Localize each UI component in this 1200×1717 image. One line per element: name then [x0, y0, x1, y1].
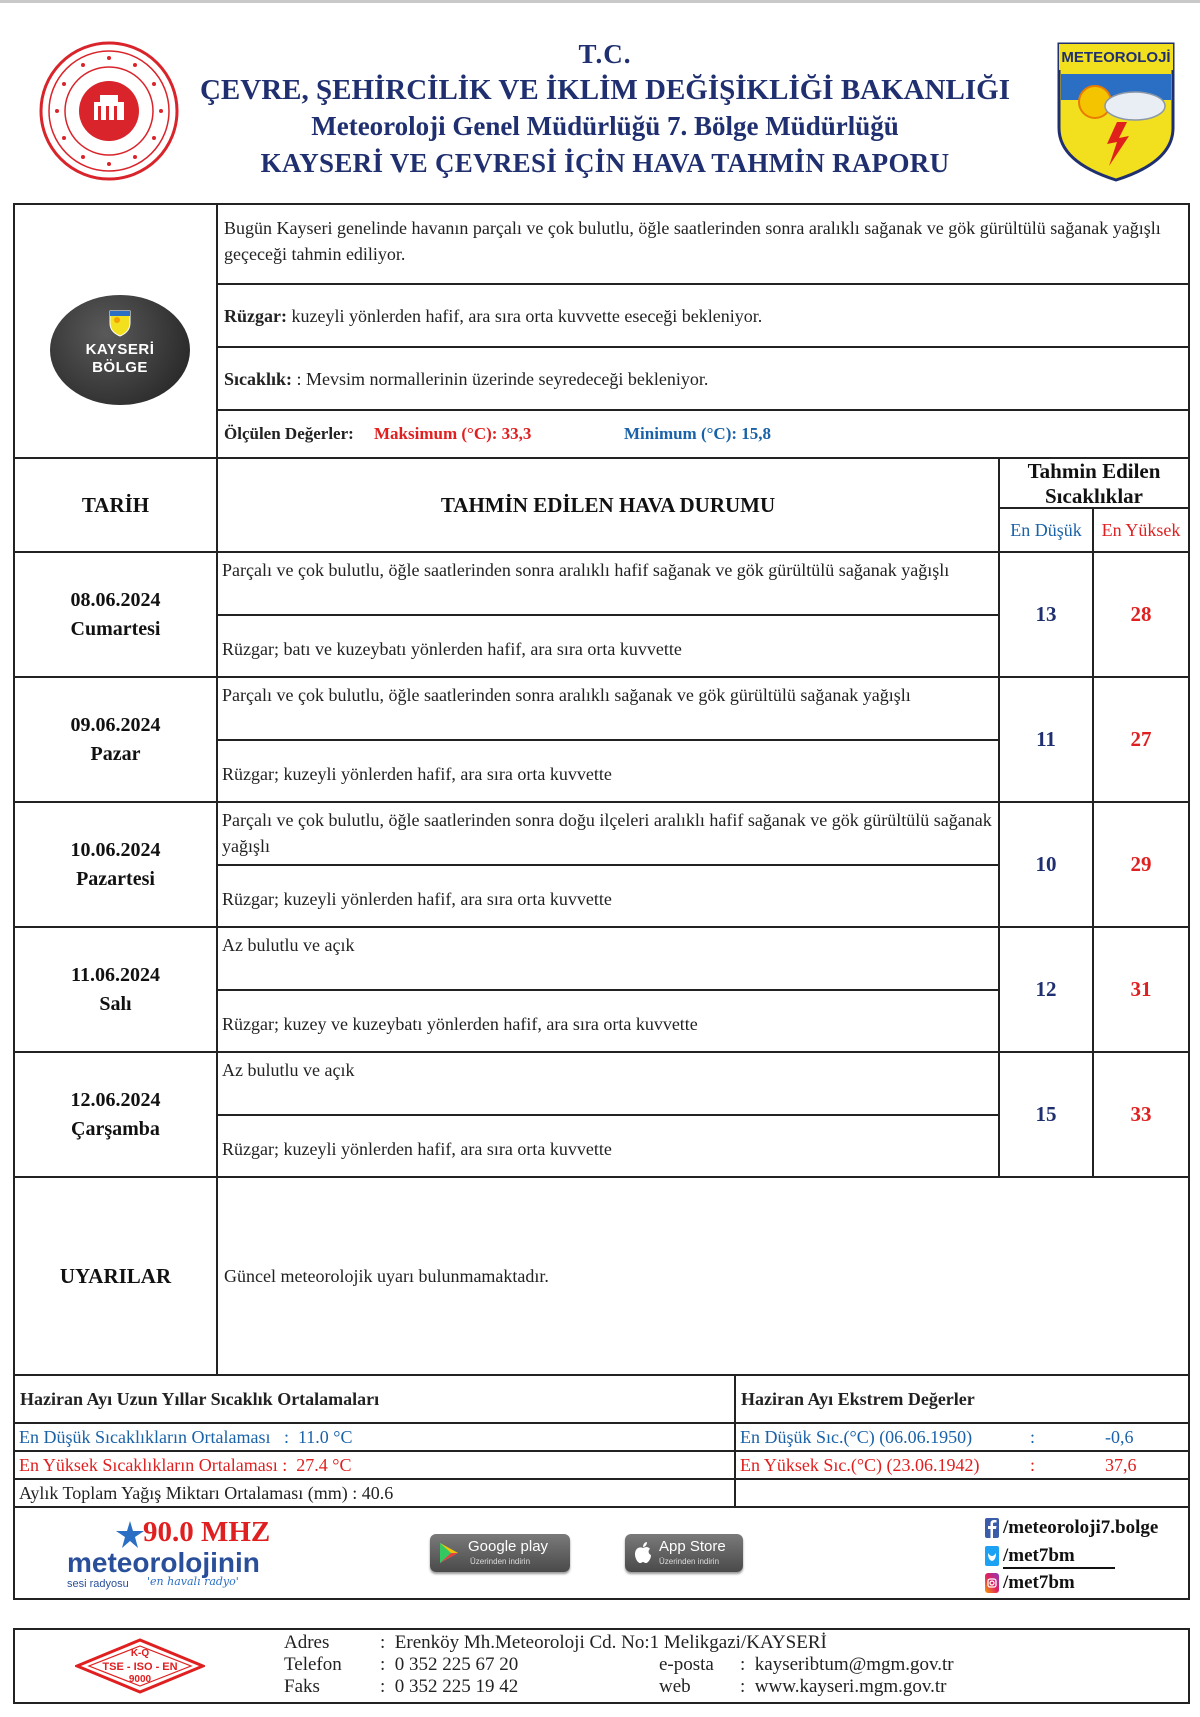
forecast-low-cell [1000, 678, 1094, 803]
radio-frequency: 90.0 MHZ [143, 1516, 271, 1548]
climate-ext-low-sep: : [1030, 1427, 1036, 1447]
summary-general-text: Bugün Kayseri genelinde havanın parçalı ve çok bulutlu, öğle saatlerinden sonra aralıklı sağanak ve gök gürültülü sağanak yağışlı geçeceği tahmin ediliyor. [224, 218, 1161, 264]
header-line-ministry: ÇEVRE, ŞEHİRCİLİK VE İKLİM DEĞİŞİKLİĞİ BAKANLIĞI [199, 74, 1011, 106]
forecast-day: Çarşamba [71, 1117, 160, 1140]
forecast-low: 11 [1036, 727, 1056, 751]
twitter-link[interactable]: /met7bm [1003, 1545, 1115, 1569]
tse-cert-line2: TSE - ISO - EN [102, 1661, 178, 1673]
forecast-date: 11.06.2024 [71, 963, 160, 986]
address-label: Adres [284, 1632, 330, 1653]
tse-certificate-icon [75, 1638, 205, 1694]
header-high [1094, 509, 1188, 553]
region-badge-cell [15, 205, 218, 459]
forecast-date-cell [15, 803, 218, 928]
climate-high-avg [15, 1452, 736, 1480]
radio-subtitle: sesi radyosu [67, 1578, 129, 1590]
forecast-date-cell [15, 678, 218, 803]
ministry-seal-icon [30, 40, 188, 182]
forecast-high: 28 [1130, 602, 1152, 626]
app-store-label: App Store [659, 1538, 726, 1555]
warnings-text-cell [218, 1178, 1188, 1376]
badge-shield-icon [108, 309, 132, 337]
phone-label: Telefon [284, 1654, 342, 1675]
facebook-link[interactable]: /meteoroloji7.bolge [1003, 1517, 1159, 1538]
forecast-high-cell [1094, 678, 1188, 803]
phone-value: : 0 352 225 67 20 [380, 1654, 519, 1675]
climate-left-title-text: Haziran Ayı Uzun Yıllar Sıcaklık Ortalamaları [20, 1389, 380, 1409]
forecast-wind: Rüzgar; kuzeyli yönlerden hafif, ara sıra orta kuvvette [222, 1139, 612, 1159]
tse-cert-line3: 9000 [128, 1674, 152, 1685]
web-value[interactable]: : www.kayseri.mgm.gov.tr [740, 1676, 947, 1697]
forecast-day: Pazartesi [76, 867, 155, 890]
forecast-wind-cell [218, 866, 1000, 928]
forecast-wind-cell [218, 616, 1000, 678]
meteoroloji-logo-icon [1055, 40, 1177, 182]
forecast-date: 10.06.2024 [70, 838, 161, 861]
forecast-weather-cell [218, 553, 1000, 616]
email-label: e-posta [659, 1654, 714, 1675]
forecast-date-cell [15, 1053, 218, 1178]
google-play-button[interactable] [430, 1534, 570, 1572]
climate-ext-high-sep: : [1030, 1455, 1036, 1475]
forecast-day: Pazar [90, 742, 141, 765]
web-label: web [659, 1676, 691, 1697]
forecast-low: 10 [1035, 852, 1057, 876]
forecast-date-cell [15, 928, 218, 1053]
header-date [15, 459, 218, 553]
climate-right-title-text: Haziran Ayı Ekstrem Değerler [741, 1389, 975, 1409]
summary-general [218, 205, 1188, 285]
summary-wind [218, 285, 1188, 348]
climate-low-avg [15, 1424, 736, 1452]
forecast-wind-cell [218, 991, 1000, 1053]
summary-measured [218, 411, 1188, 459]
forecast-low: 13 [1035, 602, 1057, 626]
forecast-report-table [13, 203, 1190, 1600]
forecast-low: 15 [1035, 1102, 1057, 1126]
radio-name: meteorolojinin [67, 1547, 260, 1578]
climate-ext-high-value: 37,6 [1105, 1455, 1137, 1475]
app-store-button[interactable] [625, 1534, 743, 1572]
forecast-weather: Parçalı ve çok bulutlu, öğle saatlerinden sonra doğu ilçeleri aralıklı hafif sağanak ve gök gürültülü sağanak yağışlı [222, 810, 992, 856]
top-rule [0, 0, 1200, 3]
forecast-low-cell [1000, 1053, 1094, 1178]
forecast-weather-cell [218, 678, 1000, 741]
header-high-label: En Yüksek [1101, 519, 1181, 540]
forecast-weather: Az bulutlu ve açık [222, 1060, 355, 1080]
app-store-sublabel: Üzerinden indirin [659, 1557, 720, 1566]
warnings-text: Güncel meteorolojik uyarı bulunmamaktadır. [224, 1266, 549, 1286]
address-value: : Erenköy Mh.Meteoroloji Cd. No:1 Melikgazi/KAYSERİ [380, 1632, 827, 1653]
apple-icon [633, 1541, 653, 1565]
kayseri-bolge-badge [50, 295, 190, 405]
google-play-icon [438, 1541, 460, 1565]
report-header [0, 30, 1200, 190]
forecast-high: 29 [1130, 852, 1152, 876]
climate-low-avg-text: En Düşük Sıcaklıkların Ortalaması : 11.0 °C [19, 1427, 353, 1447]
summary-wind-label: Rüzgar: [224, 305, 287, 326]
forecast-date-cell [15, 553, 218, 678]
google-play-sublabel: Üzerinden indirin [470, 1557, 531, 1566]
forecast-weather: Az bulutlu ve açık [222, 935, 355, 955]
forecast-weather: Parçalı ve çok bulutlu, öğle saatlerinden sonra aralıklı sağanak ve gök gürültülü sağanak yağışlı [222, 685, 911, 705]
twitter-icon [985, 1546, 999, 1566]
header-temps-line2: Sıcaklıklar [1044, 484, 1144, 508]
warnings-label: UYARILAR [59, 1263, 172, 1288]
header-low [1000, 509, 1094, 553]
forecast-high-cell [1094, 803, 1188, 928]
climate-rain-avg-text: Aylık Toplam Yağış Miktarı Ortalaması (mm) : 40.6 [19, 1483, 394, 1503]
forecast-wind-cell [218, 1116, 1000, 1178]
instagram-link[interactable]: /met7bm [1003, 1572, 1075, 1593]
header-low-label: En Düşük [1010, 519, 1082, 540]
header-weather [218, 459, 1000, 553]
forecast-high: 31 [1130, 977, 1152, 1001]
climate-right-title [736, 1376, 1188, 1424]
header-line-directorate: Meteoroloji Genel Müdürlüğü 7. Bölge Müdürlüğü [311, 111, 899, 141]
google-play-label: Google play [468, 1538, 549, 1555]
forecast-day: Cumartesi [70, 617, 161, 640]
header-line-report-title: KAYSERİ VE ÇEVRESİ İÇİN HAVA TAHMİN RAPORU [260, 148, 950, 178]
radio-star-icon [115, 1520, 145, 1550]
badge-line-bolge: BÖLGE [92, 359, 148, 376]
forecast-low: 12 [1035, 977, 1057, 1001]
climate-ext-low [736, 1424, 1188, 1452]
summary-temperature [218, 348, 1188, 411]
forecast-high: 27 [1130, 727, 1152, 751]
forecast-date: 08.06.2024 [70, 588, 161, 611]
forecast-date: 12.06.2024 [70, 1088, 161, 1111]
forecast-low-cell [1000, 553, 1094, 678]
measured-label: Ölçülen Değerler: [224, 424, 354, 443]
forecast-day: Salı [99, 992, 132, 1015]
radio-slogan: 'en havalı radyo' [147, 1575, 239, 1588]
header-weather-label: TAHMİN EDİLEN HAVA DURUMU [440, 492, 776, 517]
forecast-high-cell [1094, 1053, 1188, 1178]
facebook-icon [985, 1518, 999, 1538]
climate-empty-cell [736, 1480, 1188, 1508]
climate-high-avg-text: En Yüksek Sıcaklıkların Ortalaması : 27.4 °C [19, 1455, 352, 1475]
climate-rain-avg [15, 1480, 736, 1508]
summary-temp-label: Sıcaklık: [224, 368, 293, 389]
measured-min: Minimum (°C): 15,8 [624, 424, 772, 443]
meteoroloji-logo-text: METEOROLOJİ [1061, 49, 1171, 66]
forecast-weather-cell [218, 803, 1000, 866]
forecast-weather: Parçalı ve çok bulutlu, öğle saatlerinden sonra aralıklı hafif sağanak ve gök gürültülü sağanak yağışlı [222, 560, 950, 580]
climate-left-title [15, 1376, 736, 1424]
tse-cert-line1: K-Q [130, 1648, 150, 1659]
forecast-high: 33 [1130, 1102, 1152, 1126]
forecast-wind: Rüzgar; batı ve kuzeybatı yönlerden hafif, ara sıra orta kuvvette [222, 639, 682, 659]
header-line-tc: T.C. [578, 39, 632, 69]
forecast-wind: Rüzgar; kuzey ve kuzeybatı yönlerden hafif, ara sıra orta kuvvette [222, 1014, 698, 1034]
summary-wind-text: kuzeyli yönlerden hafif, ara sıra orta kuvvette eseceği bekleniyor. [286, 305, 763, 326]
badge-line-kayseri: KAYSERİ [85, 341, 155, 358]
forecast-low-cell [1000, 803, 1094, 928]
header-temps-line1: Tahmin Edilen [1027, 459, 1161, 483]
forecast-weather-cell [218, 928, 1000, 991]
climate-ext-low-value: -0,6 [1105, 1427, 1134, 1447]
forecast-wind-cell [218, 741, 1000, 803]
media-row [15, 1508, 1188, 1598]
summary-temp-text: : Mevsim normallerinin üzerinde seyredeceği bekleniyor. [292, 368, 709, 389]
forecast-low-cell [1000, 928, 1094, 1053]
forecast-date: 09.06.2024 [70, 713, 161, 736]
forecast-wind: Rüzgar; kuzeyli yönlerden hafif, ara sıra orta kuvvette [222, 889, 612, 909]
forecast-high-cell [1094, 928, 1188, 1053]
header-date-label: TARİH [81, 492, 150, 517]
measured-max: Maksimum (°C): 33,3 [374, 424, 532, 443]
instagram-icon [985, 1573, 999, 1593]
climate-ext-high-label: En Yüksek Sıc.(°C) (23.06.1942) [740, 1455, 980, 1475]
climate-ext-low-label: En Düşük Sıc.(°C) (06.06.1950) [740, 1427, 973, 1447]
climate-ext-high [736, 1452, 1188, 1480]
warnings-label-cell [15, 1178, 218, 1376]
fax-value: : 0 352 225 19 42 [380, 1676, 519, 1697]
header-titles [190, 36, 1020, 182]
forecast-wind: Rüzgar; kuzeyli yönlerden hafif, ara sıra orta kuvvette [222, 764, 612, 784]
fax-label: Faks [284, 1676, 320, 1697]
header-temps [1000, 459, 1188, 509]
contact-footer [13, 1628, 1190, 1704]
forecast-weather-cell [218, 1053, 1000, 1116]
forecast-high-cell [1094, 553, 1188, 678]
email-value[interactable]: : kayseribtum@mgm.gov.tr [740, 1654, 954, 1675]
